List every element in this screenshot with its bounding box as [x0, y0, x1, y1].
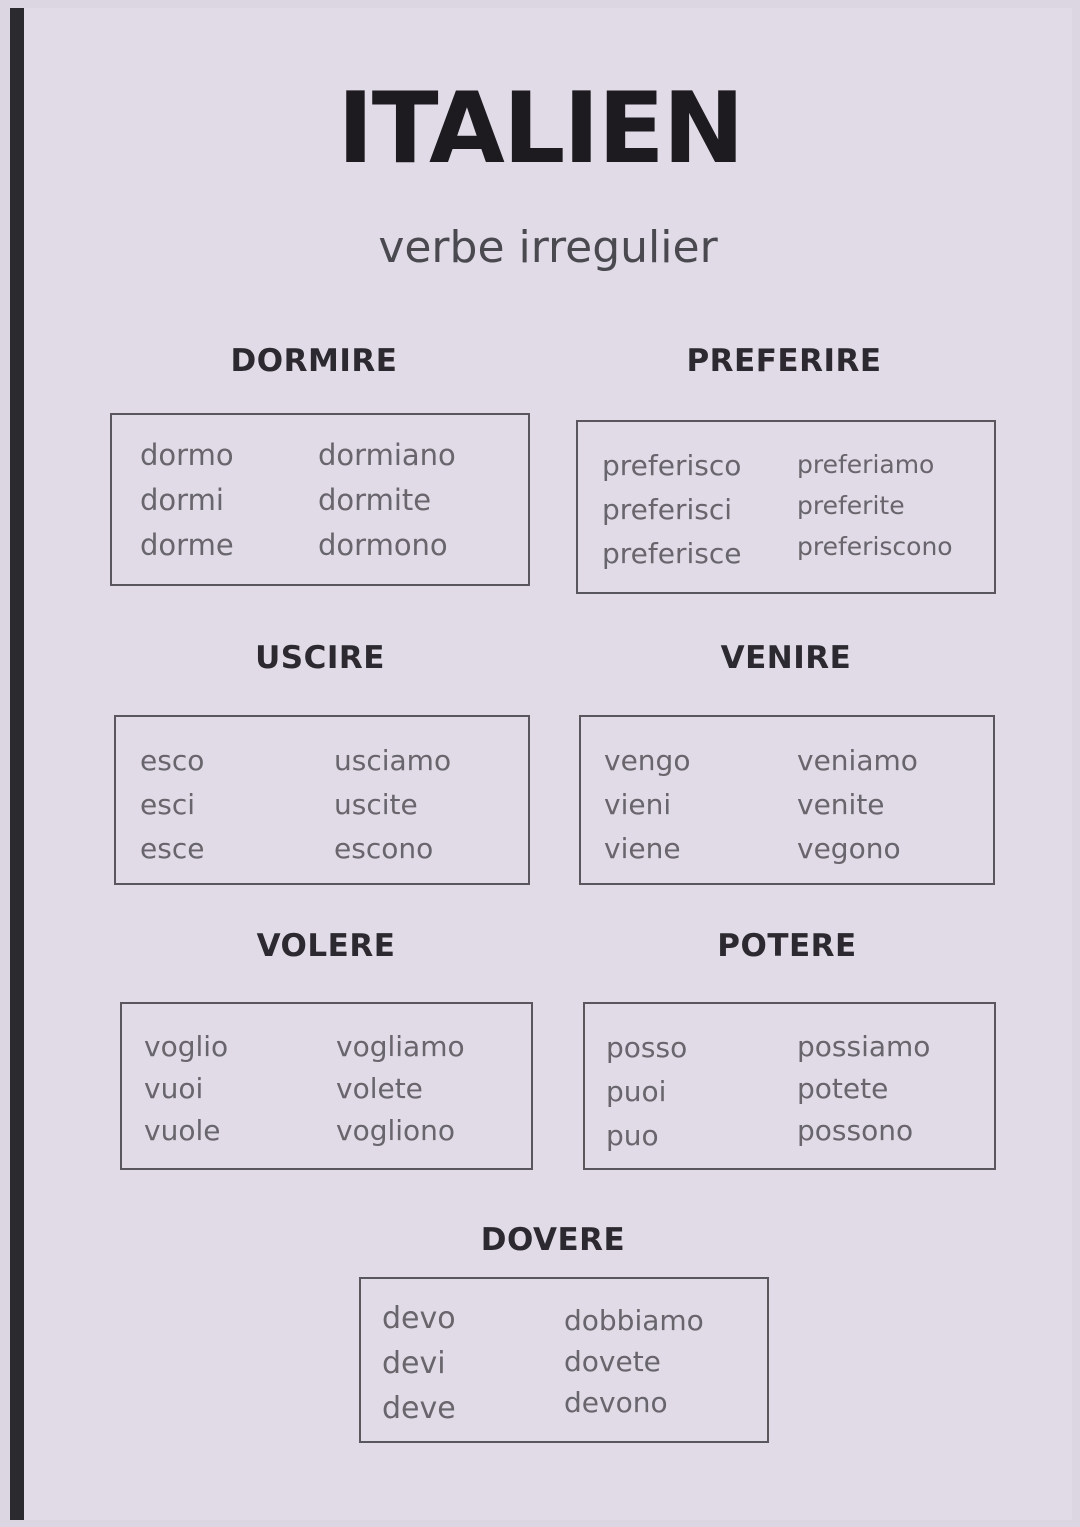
form-venire-io: vengo	[604, 744, 691, 777]
form-dovere-voi: dovete	[564, 1345, 661, 1378]
form-preferire-voi: preferite	[797, 491, 905, 520]
form-uscire-io: esco	[140, 744, 205, 777]
form-potere-lui: puo	[606, 1119, 659, 1152]
form-preferire-tu: preferisci	[602, 493, 733, 526]
form-venire-lui: viene	[604, 832, 681, 865]
form-dormire-noi: dormiano	[318, 438, 456, 472]
form-uscire-noi: usciamo	[334, 744, 452, 777]
singular-column-venire	[604, 739, 690, 871]
form-uscire-lui: esce	[140, 832, 205, 865]
form-dovere-tu: devi	[382, 1346, 446, 1381]
form-dovere-noi: dobbiamo	[564, 1304, 704, 1337]
form-venire-noi: veniamo	[797, 744, 918, 777]
form-volere-noi: vogliamo	[336, 1030, 465, 1063]
verb-title-dormire: DORMIRE	[230, 343, 398, 379]
plural-column-preferire	[797, 444, 953, 567]
form-volere-voi: volete	[336, 1072, 423, 1105]
form-preferire-loro: preferiscono	[797, 532, 953, 561]
plural-column-uscire	[334, 739, 451, 871]
form-dormire-tu: dormi	[140, 483, 224, 517]
page-title: ITALIEN	[337, 72, 743, 186]
form-volere-io: voglio	[144, 1030, 229, 1063]
form-potere-io: posso	[606, 1031, 688, 1064]
verb-title-preferire: PREFERIRE	[686, 343, 882, 379]
form-preferire-lui: preferisce	[602, 537, 742, 570]
form-dovere-lui: deve	[382, 1391, 456, 1426]
verb-title-venire: VENIRE	[720, 640, 852, 676]
singular-column-preferire	[602, 444, 741, 576]
form-volere-lui: vuole	[144, 1114, 221, 1147]
form-dormire-io: dormo	[140, 438, 234, 472]
verb-title-potere: POTERE	[717, 928, 857, 964]
singular-column-volere	[144, 1026, 228, 1152]
form-uscire-loro: escono	[334, 832, 434, 865]
form-volere-loro: vogliono	[336, 1114, 456, 1147]
form-venire-voi: venite	[797, 788, 885, 821]
singular-column-uscire	[140, 739, 204, 871]
form-venire-loro: vegono	[797, 832, 901, 865]
form-potere-voi: potete	[797, 1072, 889, 1105]
form-potere-tu: puoi	[606, 1075, 667, 1108]
form-venire-tu: vieni	[604, 788, 672, 821]
form-preferire-io: preferisco	[602, 449, 742, 482]
form-preferire-noi: preferiamo	[797, 450, 935, 479]
verb-title-uscire: USCIRE	[255, 640, 385, 676]
form-volere-tu: vuoi	[144, 1072, 204, 1105]
form-dovere-loro: devono	[564, 1386, 668, 1419]
singular-column-potere	[606, 1026, 687, 1158]
verb-title-volere: VOLERE	[256, 928, 396, 964]
form-dormire-lui: dorme	[140, 528, 234, 562]
verb-title-dovere: DOVERE	[480, 1222, 626, 1258]
plural-column-dormire	[318, 433, 456, 568]
form-uscire-tu: esci	[140, 788, 195, 821]
plural-column-dovere	[564, 1300, 704, 1423]
form-dormire-voi: dormite	[318, 483, 432, 517]
form-dovere-io: devo	[382, 1301, 456, 1336]
plural-column-venire	[797, 739, 918, 871]
form-potere-loro: possono	[797, 1114, 914, 1147]
singular-column-dovere	[382, 1296, 456, 1431]
form-potere-noi: possiamo	[797, 1030, 931, 1063]
plural-column-potere	[797, 1026, 930, 1152]
singular-column-dormire	[140, 433, 234, 568]
page-subtitle: verbe irregulier	[378, 222, 718, 273]
form-dormire-loro: dormono	[318, 528, 448, 562]
form-uscire-voi: uscite	[334, 788, 418, 821]
plural-column-volere	[336, 1026, 465, 1152]
